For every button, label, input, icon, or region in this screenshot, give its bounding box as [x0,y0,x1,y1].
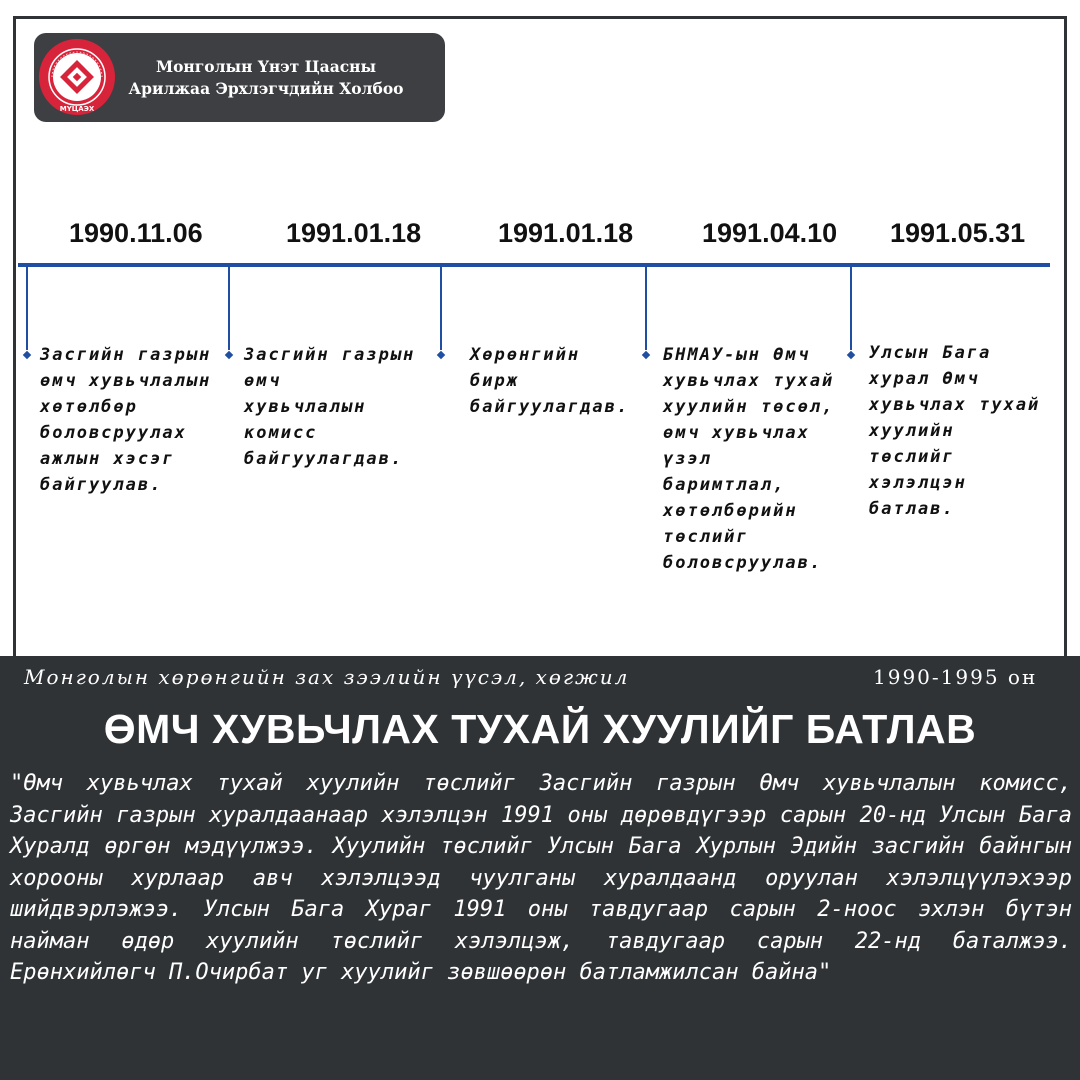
event-line: Улсын Бага [869,343,992,363]
timeline-event-1 [40,342,225,498]
event-line: Хөрөнгийн [470,345,581,365]
timeline-date-4: 1991.04.10 [702,218,838,248]
event-line: байгуулагдав. [244,449,404,469]
organization-name [118,56,414,100]
event-line: төслийг [869,447,955,467]
event-line: байгуулагдав. [470,397,630,417]
event-line: хурал Өмч [869,369,980,389]
organization-name-line2: Арилжаа Эрхлэгчдийн Холбоо [128,79,404,98]
timeline-date-1: 1990.11.06 [69,218,203,248]
event-line: хуулийн төсөл, [663,397,835,417]
timeline-event-3 [470,342,640,420]
event-line: баримтлал, [663,475,786,495]
timeline-tick-5 [850,266,852,350]
event-line: хувьчлах тухай [663,371,835,391]
mcaea-logo-icon [38,38,116,116]
event-line: боловсруулав. [663,553,823,573]
event-line: бирж [470,371,519,391]
timeline-tick-3 [440,266,442,350]
year-range: 1990-1995 он [873,665,1038,689]
timeline-date-2: 1991.01.18 [286,218,422,248]
event-line: Засгийн газрын [244,345,416,365]
event-line: төслийг [663,527,749,547]
timeline-date-3: 1991.01.18 [498,218,634,248]
event-line: Засгийн газрын [40,345,212,365]
event-line: батлав. [869,499,955,519]
event-line: хувьчлалын [244,397,367,417]
event-line: хөтөлбөр [40,397,138,417]
event-line: БНМАУ-ын Өмч [663,345,810,365]
timeline-event-5 [869,340,1054,522]
event-line: үзэл [663,449,712,469]
event-line: өмч хувьчлалын [40,371,212,391]
event-line: хөтөлбөрийн [663,501,798,521]
svg-text:МҮЦАЭХ: МҮЦАЭХ [59,105,95,113]
organization-name-line1: Монголын Үнэт Цаасны [155,57,377,76]
series-subtitle: Монголын хөрөнгийн зах зээлийн үүсэл, хөгжил [24,665,630,689]
quote-text: "Өмч хувьчлах тухай хуулийн төслийг Засгийн газрын Өмч хувьчлалын комисс, Засгийн газрын хуралдаанаар хэлэлцэн 1991 оны дөрөвдүгээр сарын 20-нд Улсын Бага Хуралд өргөн мэдүүлжээ. Хуулийн төслийг Улсын Бага Хурлын Эдийн засгийн байнгын хорооны хурлаар авч хэлэлцээд чуулганы хуралдаанд оруулан хэлэлцүүлэхээр шийдвэрлэжээ. Улсын Бага Хураг 1991 оны тавдугаар сарын 2-ноос эхлэн бүтэн найман өдөр хуулийн төслийг хэлэлцэж, тавдугаар сарын 22-нд баталжээ. Ерөнхийлөгч П.Очирбат уг хуулийг зөвшөөрөн батламжилсан байна" [10,771,1072,985]
event-line: боловсруулах [40,423,187,443]
timeline-date-5: 1991.05.31 [890,218,1026,248]
event-line: хэлэлцэн [869,473,967,493]
event-line: комисс [244,423,318,443]
page-title: ӨМЧ ХУВЬЧЛАХ ТУХАЙ ХУУЛИЙГ БАТЛАВ [103,706,977,752]
timeline-event-4 [663,342,848,576]
timeline-tick-1 [26,266,28,350]
event-line: өмч [244,371,281,391]
event-line: хувьчлах тухай [869,395,1041,415]
event-line: ажлын хэсэг [40,449,175,469]
timeline-event-2 [244,342,429,472]
timeline-axis [18,263,1050,267]
event-line: байгуулав. [40,475,163,495]
timeline-tick-4 [645,266,647,350]
timeline-tick-2 [228,266,230,350]
event-line: өмч хувьчлах [663,423,810,443]
event-line: хуулийн [869,421,955,441]
